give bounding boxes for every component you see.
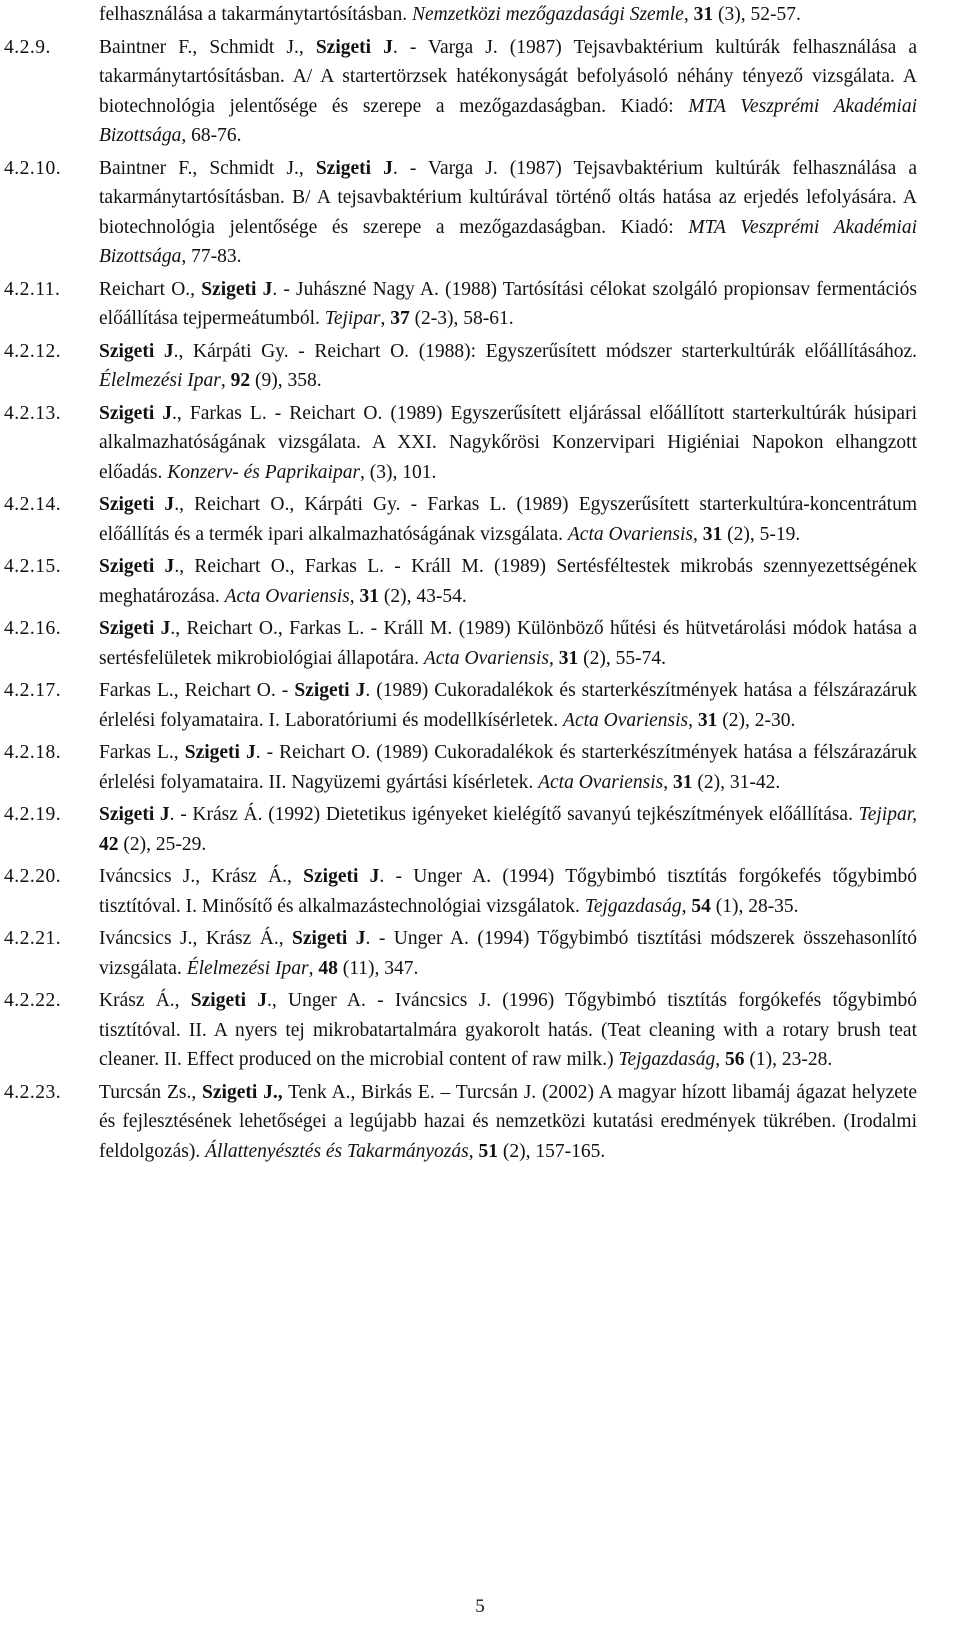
- reference-segment: (1), 23-28.: [744, 1049, 833, 1070]
- bold-author: 31: [693, 4, 714, 25]
- bold-author: 51: [478, 1140, 498, 1162]
- bold-author: Szigeti J: [99, 618, 171, 639]
- reference-segment: (2), 55-74.: [578, 647, 666, 669]
- bold-author: Szigeti J: [184, 742, 256, 763]
- reference-segment: (2), 157-165.: [497, 1140, 606, 1162]
- reference-entry: [0, 399, 960, 488]
- italic-text: Tejipar: [324, 308, 381, 329]
- reference-number: 4.2.23.: [4, 1081, 62, 1103]
- italic-text: Állattenyésztés és Takarmányozás: [205, 1140, 469, 1162]
- italic-text: MTA Veszprémi Akadémiai Bizottsága: [99, 216, 917, 267]
- reference-number: 4.2.20.: [4, 866, 62, 887]
- bold-author: Szigeti J: [315, 36, 393, 58]
- reference-text: [99, 337, 917, 396]
- italic-text: Konzerv- és Paprikaipar: [167, 461, 361, 483]
- reference-entry: [0, 0, 960, 30]
- reference-text: [99, 1078, 917, 1167]
- reference-text: [99, 738, 917, 797]
- reference-segment: ,: [681, 895, 692, 917]
- reference-number: 4.2.13.: [4, 402, 62, 424]
- reference-segment: . - Unger A. (1994) Tőgybimbó tisztítási módszerek összehasonlító vizsgálata.: [99, 928, 917, 979]
- reference-segment: ., Kárpáti Gy. - Reichart O. (1988): Egyszerűsített módszer starterkultúrák előállításához.: [173, 340, 917, 362]
- reference-segment: ,: [693, 523, 703, 545]
- reference-number: 4.2.17.: [4, 680, 62, 701]
- reference-entry: [0, 800, 960, 859]
- reference-segment: Iváncsics J., Krász Á.,: [99, 928, 293, 949]
- reference-text: [99, 33, 917, 151]
- page-number: 5: [475, 1596, 485, 1617]
- reference-segment: . - Unger A. (1994) Tőgybimbó tisztítás forgókefés tőgybimbó tisztítóval. I. Minősítő és alkalmazástechnológiai vizsgálatok.: [99, 866, 918, 917]
- bold-author: Szigeti J: [303, 866, 380, 887]
- reference-number: 4.2.21.: [4, 928, 62, 949]
- reference-entry: [0, 862, 960, 921]
- reference-text: [99, 862, 917, 921]
- reference-number: 4.2.9.: [4, 36, 51, 58]
- reference-segment: Baintner F., Schmidt J.,: [99, 36, 316, 58]
- bold-author: 92: [230, 370, 251, 391]
- bold-author: Szigeti J: [315, 157, 393, 179]
- bold-author: 54: [691, 895, 711, 917]
- bold-author: Szigeti J: [99, 340, 174, 362]
- reference-segment: Iváncsics J., Krász Á.,: [99, 866, 304, 887]
- reference-segment: , (3), 101.: [360, 461, 437, 483]
- italic-text: Tejipar,: [858, 804, 918, 825]
- reference-segment: . - Krász Á. (1992) Dietetikus igényeket kielégítő savanyú tejkészítmények előállítása.: [169, 804, 859, 825]
- reference-text: [99, 399, 917, 488]
- bold-author: 31: [672, 771, 693, 793]
- reference-segment: Krász Á.,: [99, 990, 191, 1011]
- reference-segment: Baintner F., Schmidt J.,: [99, 157, 316, 179]
- bold-author: 31: [702, 523, 723, 545]
- reference-segment: ,: [715, 1049, 725, 1070]
- reference-segment: (2), 5-19.: [722, 523, 801, 545]
- italic-text: Acta Ovariensis: [567, 523, 693, 545]
- italic-text: Acta Ovariensis: [423, 647, 549, 669]
- reference-text: [99, 154, 917, 272]
- reference-segment: (2), 2-30.: [717, 709, 796, 731]
- reference-segment: ., Reichart O., Farkas L. - Králl M. (1989) Sertésféltestek mikrobás szennyezettségének meghatározása.: [99, 556, 918, 607]
- reference-number: 4.2.10.: [4, 157, 62, 179]
- bold-author: Szigeti J: [99, 402, 173, 424]
- reference-segment: (2), 43-54.: [378, 585, 467, 607]
- reference-text: [99, 676, 917, 735]
- bold-author: Szigeti J: [190, 990, 268, 1011]
- reference-number: 4.2.15.: [4, 556, 62, 577]
- reference-number: 4.2.14.: [4, 494, 62, 515]
- reference-text: [99, 0, 917, 30]
- reference-segment: (11), 347.: [337, 957, 419, 979]
- reference-segment: Tenk A., Birkás E. – Turcsán J. (2002) A magyar hízott libamáj ágazat helyzete és fejlesztésének lehetőségei a legújabb hazai és nemzetközi kutatási eredmények tükrében. (Irodalmi feldolgozás).: [99, 1081, 917, 1162]
- reference-entry: [0, 986, 960, 1075]
- reference-text: [99, 275, 917, 334]
- italic-text: Acta Ovariensis: [538, 771, 664, 793]
- bold-author: 31: [558, 647, 579, 669]
- reference-segment: Farkas L.,: [99, 742, 185, 763]
- bold-author: Szigeti J: [292, 928, 366, 949]
- reference-entry: [0, 33, 960, 151]
- italic-text: Nemzetközi mezőgazdasági Szemle: [411, 4, 684, 25]
- reference-entry: [0, 275, 960, 334]
- reference-segment: (1), 28-35.: [710, 895, 799, 917]
- bold-author: Szigeti J: [294, 680, 366, 701]
- italic-text: Élelmezési Ipar: [186, 957, 309, 979]
- reference-segment: (9), 358.: [250, 370, 322, 391]
- reference-entry: [0, 614, 960, 673]
- reference-segment: ,: [663, 771, 673, 793]
- reference-segment: ,: [683, 4, 694, 25]
- bold-author: Szigeti J: [99, 494, 175, 515]
- reference-number: 4.2.12.: [4, 340, 62, 362]
- italic-text: MTA Veszprémi Akadémiai Bizottsága: [99, 95, 917, 146]
- reference-segment: ,: [349, 585, 360, 607]
- reference-number: 4.2.16.: [4, 618, 62, 639]
- italic-text: Tejgazdaság: [584, 895, 682, 917]
- reference-segment: ,: [688, 709, 698, 731]
- reference-segment: . - Varga J. (1987) Tejsavbaktérium kultúrák felhasználása a takarmánytartósításban. A/ A startertörzsek hatékonyságát befolyásoló néhány tényező vizsgálata. A biotechnológia jelentősége és szerepe a mezőgazdaságban. Kiadó:: [99, 36, 917, 117]
- reference-text: [99, 986, 917, 1075]
- bold-author: 56: [725, 1049, 745, 1070]
- reference-segment: . - Reichart O. (1989) Cukoradalékok és starterkészítmények hatása a félszárazáruk érlelési folyamataira. II. Nagyüzemi gyártási kísérletek.: [99, 742, 918, 793]
- reference-entry: [0, 552, 960, 611]
- reference-segment: Reichart O.,: [99, 278, 202, 300]
- reference-segment: Farkas L., Reichart O. -: [99, 680, 295, 701]
- reference-entry: [0, 924, 960, 983]
- reference-text: [99, 490, 917, 549]
- reference-segment: (2-3), 58-61.: [409, 308, 514, 329]
- reference-entry: [0, 1078, 960, 1167]
- reference-segment: ., Reichart O., Farkas L. - Králl M. (1989) Különböző hűtési és hütvetárolási módok hatása a sertésfelületek mikrobiológiai állapotára.: [99, 618, 917, 669]
- bold-author: 31: [697, 709, 718, 731]
- bold-author: Szigeti J: [99, 556, 175, 577]
- italic-text: Acta Ovariensis: [563, 709, 689, 731]
- reference-entry: [0, 154, 960, 272]
- reference-segment: (2), 31-42.: [692, 771, 781, 793]
- reference-segment: (2), 25-29.: [118, 833, 207, 855]
- reference-segment: , 77-83.: [181, 246, 242, 267]
- bold-author: Szigeti J: [99, 804, 170, 825]
- reference-entry: [0, 490, 960, 549]
- reference-text: [99, 924, 917, 983]
- reference-segment: Turcsán Zs.,: [99, 1081, 203, 1103]
- bold-author: 48: [318, 957, 338, 979]
- bold-author: Szigeti J: [201, 278, 273, 300]
- reference-segment: ., Unger A. - Iváncsics J. (1996) Tőgybimbó tisztítás forgókefés tőgybimbó tisztítóval. II. A nyers tej mikrobatartalmára gyakorolt hatás. (Teat cleaning with a rotary brush teat cleaner. II. Effect produced on the microbial content of raw milk.): [99, 990, 917, 1070]
- bold-author: 42: [99, 833, 119, 855]
- italic-text: Tejgazdaság: [618, 1049, 716, 1070]
- reference-number: 4.2.19.: [4, 804, 62, 825]
- reference-number: 4.2.22.: [4, 990, 62, 1011]
- reference-segment: . (1989) Cukoradalékok és starterkészítmények hatása a félszárazáruk érlelési folyamataira. I. Laboratóriumi és modellkísérletek.: [99, 680, 918, 731]
- bold-author: 37: [390, 308, 410, 329]
- bold-author: 31: [359, 585, 379, 607]
- reference-entry: [0, 337, 960, 396]
- reference-segment: (3), 52-57.: [713, 4, 801, 25]
- italic-text: Acta Ovariensis: [224, 585, 350, 607]
- reference-segment: ,: [380, 308, 391, 329]
- reference-text: [99, 800, 917, 859]
- reference-segment: ., Farkas L. - Reichart O. (1989) Egyszerűsített eljárással előállított starterkultúrák húsipari alkalmazhatóságának vizsgálata. A XXI. Nagykőrösi Konzervipari Higiéniai Napokon elhangzott előadás.: [99, 402, 917, 483]
- reference-segment: ,: [549, 647, 559, 669]
- reference-segment: ., Reichart O., Kárpáti Gy. - Farkas L. (1989) Egyszerűsített starterkultúra-koncentrátum előállítás és a termék ipari alkalmazhatóságának vizsgálata.: [99, 494, 918, 545]
- reference-text: [99, 552, 917, 611]
- reference-segment: ,: [468, 1140, 479, 1162]
- reference-segment: . - Juhászné Nagy A. (1988) Tartósítási célokat szolgáló propionsav fermentációs előállítása tejpermeátumból.: [99, 278, 917, 329]
- reference-entry: [0, 738, 960, 797]
- bold-author: Szigeti J.,: [202, 1081, 283, 1103]
- reference-number: 4.2.11.: [4, 278, 61, 300]
- reference-segment: . - Varga J. (1987) Tejsavbaktérium kultúrák felhasználása a takarmánytartósításban. B/ A tejsavbaktérium kultúrával történő oltás hatása az erjedés lefolyására. A biotechnológia jelentősége és szerepe a mezőgazdaságban. Kiadó:: [99, 157, 917, 238]
- reference-segment: ,: [220, 370, 231, 391]
- italic-text: Élelmezési Ipar: [99, 370, 221, 391]
- reference-number: 4.2.18.: [4, 742, 62, 763]
- reference-entry: [0, 676, 960, 735]
- reference-segment: , 68-76.: [181, 125, 242, 146]
- reference-segment: felhasználása a takarmánytartósításban.: [99, 4, 412, 25]
- reference-text: [99, 614, 917, 673]
- reference-segment: ,: [308, 957, 319, 979]
